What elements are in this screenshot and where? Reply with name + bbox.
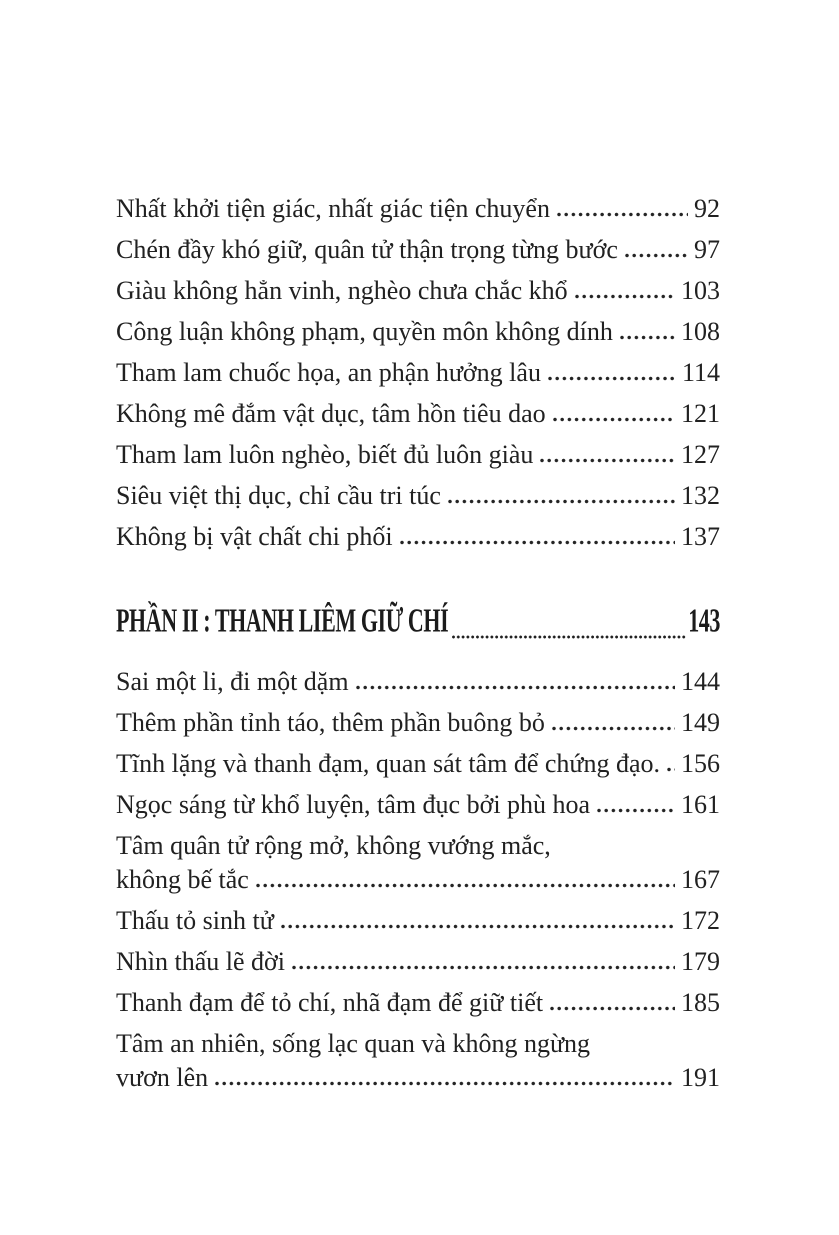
toc-section xyxy=(116,600,720,1092)
toc-entry xyxy=(116,522,720,551)
toc-entry-row xyxy=(116,440,720,469)
dot-leader xyxy=(597,808,675,813)
toc-entry-row xyxy=(116,358,720,387)
toc-entry-row xyxy=(116,865,720,894)
toc-entry-row xyxy=(116,906,720,935)
toc-entry-row xyxy=(116,1063,720,1092)
toc-entry-page: 132 xyxy=(681,481,720,510)
table-of-contents xyxy=(116,194,720,1104)
toc-entry xyxy=(116,906,720,935)
toc-entry-title: Siêu việt thị dục, chỉ cầu tri túc xyxy=(116,481,441,510)
toc-entry-title: Công luận không phạm, quyền môn không dính xyxy=(116,317,613,346)
dot-leader xyxy=(575,294,675,299)
toc-entry xyxy=(116,667,720,696)
toc-entry-page: 121 xyxy=(681,399,720,428)
toc-entry xyxy=(116,235,720,264)
toc-entry-page: 108 xyxy=(681,317,720,346)
toc-entry-title: Sai một li, đi một dặm xyxy=(116,667,349,696)
dot-leader xyxy=(667,767,675,772)
toc-entry-page: 161 xyxy=(681,790,720,819)
toc-entry-page: 144 xyxy=(681,667,720,696)
toc-entry xyxy=(116,708,720,737)
toc-entry-page: 103 xyxy=(681,276,720,305)
toc-entry-page: 92 xyxy=(694,194,720,223)
toc-entry-title: Tham lam chuốc họa, an phận hưởng lâu xyxy=(116,358,541,387)
toc-entry xyxy=(116,831,720,894)
dot-leader xyxy=(452,635,686,639)
toc-entry-title: Ngọc sáng từ khổ luyện, tâm đục bởi phù hoa xyxy=(116,790,591,819)
toc-entry xyxy=(116,988,720,1017)
toc-entry-page: 114 xyxy=(681,358,720,387)
toc-entry xyxy=(116,276,720,305)
toc-entry-title: Thanh đạm để tỏ chí, nhã đạm để giữ tiết xyxy=(116,988,544,1017)
toc-entry xyxy=(116,317,720,346)
toc-entry-page: 97 xyxy=(694,235,720,264)
toc-entry-title: Tĩnh lặng và thanh đạm, quan sát tâm để chứng đạo. xyxy=(116,749,661,778)
toc-entry-row xyxy=(116,235,720,264)
section-heading-page: 143 xyxy=(688,600,720,640)
toc-entry xyxy=(116,1029,720,1092)
toc-entry-title: Tâm quân tử rộng mở, không vướng mắc, xyxy=(116,831,551,860)
toc-entry-row xyxy=(116,317,720,346)
toc-entry xyxy=(116,440,720,469)
toc-entry-page: 137 xyxy=(681,522,720,551)
toc-entry-title: Giàu không hẳn vinh, nghèo chưa chắc khổ xyxy=(116,276,568,305)
toc-entry-page: 172 xyxy=(681,906,720,935)
toc-entry-row xyxy=(116,749,720,778)
dot-leader xyxy=(625,253,688,258)
toc-entry-page: 167 xyxy=(681,865,720,894)
toc-entry-page: 127 xyxy=(681,440,720,469)
toc-entry xyxy=(116,358,720,387)
toc-entry xyxy=(116,194,720,223)
toc-entry-title: Không mê đắm vật dục, tâm hồn tiêu dao xyxy=(116,399,546,428)
dot-leader xyxy=(540,458,675,463)
toc-entry xyxy=(116,481,720,510)
dot-leader xyxy=(281,924,675,929)
toc-entry-row xyxy=(116,947,720,976)
toc-section xyxy=(116,194,720,551)
toc-entry-row xyxy=(116,790,720,819)
toc-entry-row xyxy=(116,667,720,696)
dot-leader xyxy=(215,1081,675,1086)
toc-entry-row xyxy=(116,522,720,551)
dot-leader xyxy=(356,685,675,690)
toc-entry-title-continued: vươn lên xyxy=(116,1063,209,1092)
toc-section-heading xyxy=(116,600,720,644)
toc-entry-row xyxy=(116,276,720,305)
dot-leader xyxy=(256,883,675,888)
toc-entry-title: Nhìn thấu lẽ đời xyxy=(116,947,285,976)
dot-leader xyxy=(557,212,688,217)
toc-entry xyxy=(116,790,720,819)
toc-entry-title: Chén đầy khó giữ, quân tử thận trọng từng bước xyxy=(116,235,618,264)
dot-leader xyxy=(448,499,675,504)
dot-leader xyxy=(620,335,675,340)
toc-entry-page: 156 xyxy=(681,749,720,778)
toc-entry-row xyxy=(116,708,720,737)
toc-entry-title: Tâm an nhiên, sống lạc quan và không ngừng xyxy=(116,1029,591,1058)
toc-entry-title: Nhất khởi tiện giác, nhất giác tiện chuyển xyxy=(116,194,550,223)
toc-entry-row xyxy=(116,481,720,510)
dot-leader xyxy=(548,376,676,381)
toc-entry-page: 191 xyxy=(681,1063,720,1092)
toc-entry-title: Thấu tỏ sinh tử xyxy=(116,906,274,935)
dot-leader xyxy=(552,726,675,731)
toc-entry-page: 149 xyxy=(681,708,720,737)
toc-entry-title: Không bị vật chất chi phối xyxy=(116,522,393,551)
dot-leader xyxy=(550,1006,675,1011)
toc-entry-title: Tham lam luôn nghèo, biết đủ luôn giàu xyxy=(116,440,534,469)
toc-entry-row xyxy=(116,194,720,223)
toc-entry xyxy=(116,749,720,778)
toc-entry-page: 179 xyxy=(681,947,720,976)
dot-leader xyxy=(400,540,675,545)
toc-entry-title-continued: không bế tắc xyxy=(116,865,249,894)
toc-entry-page: 185 xyxy=(681,988,720,1017)
toc-entry xyxy=(116,947,720,976)
toc-entry-title: Thêm phần tỉnh táo, thêm phần buông bỏ xyxy=(116,708,545,737)
section-heading-label: PHẦN II : THANH LIÊM GIỮ CHÍ xyxy=(116,600,449,640)
dot-leader xyxy=(292,965,675,970)
toc-entry xyxy=(116,399,720,428)
toc-entry-row xyxy=(116,399,720,428)
toc-entry-row xyxy=(116,988,720,1017)
dot-leader xyxy=(553,417,675,422)
